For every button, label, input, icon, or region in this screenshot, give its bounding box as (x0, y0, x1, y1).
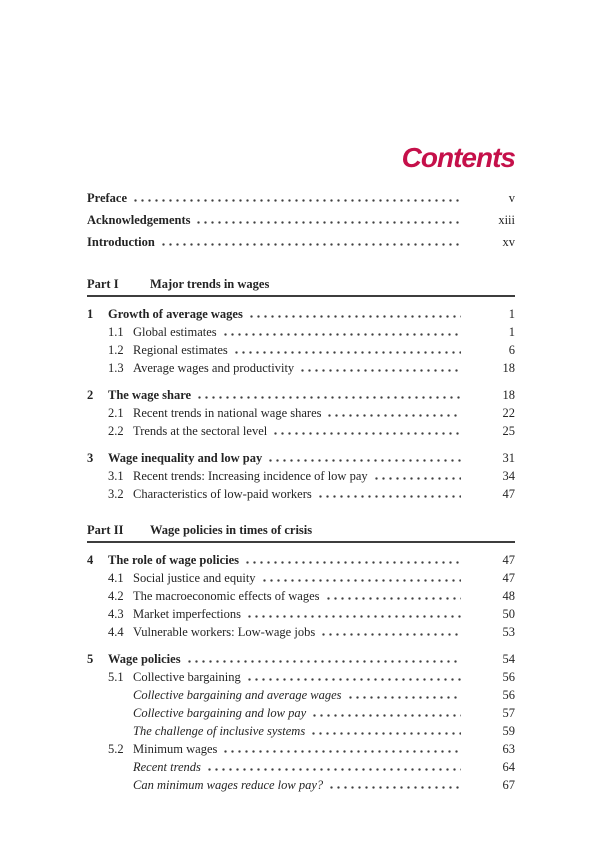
page-number: 59 (502, 724, 515, 738)
dot-leader (310, 732, 461, 735)
part-label: Part I (87, 277, 119, 291)
toc-subsection-5-1-b (87, 704, 515, 722)
page-number: 50 (502, 607, 515, 621)
entry-number: 4.1 (108, 571, 124, 585)
toc-section-3-1 (87, 467, 515, 485)
page-number: 34 (502, 469, 515, 483)
entry-title: Characteristics of low-paid workers (133, 487, 312, 501)
dot-leader (160, 243, 461, 246)
entry-number: 5.2 (108, 742, 124, 756)
part-title: Wage policies in times of crisis (150, 523, 313, 537)
dot-leader (373, 477, 461, 480)
page-number: 67 (502, 778, 515, 792)
page-number: 47 (502, 553, 515, 567)
page-number: 64 (502, 760, 515, 774)
entry-title: Preface (87, 191, 128, 205)
front-matter-list (87, 187, 515, 253)
entry-title: Growth of average wages (108, 307, 243, 321)
entry-number: 4.3 (108, 607, 124, 621)
dot-leader (326, 414, 461, 417)
entry-title: Social justice and equity (133, 571, 256, 585)
entry-number: 3 (87, 451, 94, 465)
dot-leader (186, 660, 461, 663)
dot-leader (325, 597, 462, 600)
entry-title: Collective bargaining and average wages (133, 688, 342, 702)
page-number: v (508, 191, 515, 205)
entry-number: 1 (87, 307, 94, 321)
entry-title: The macroeconomic effects of wages (133, 589, 320, 603)
toc-section-3-2 (87, 485, 515, 503)
page-number: 1 (508, 325, 515, 339)
page-number: 6 (508, 343, 515, 357)
entry-title: Regional estimates (133, 343, 228, 357)
toc-chapter-5 (87, 650, 515, 794)
entry-number: 2.1 (108, 406, 124, 420)
chapter-entry (87, 650, 515, 668)
dot-leader (320, 633, 461, 636)
part-label: Part II (87, 523, 124, 537)
toc-section-4-4 (87, 623, 515, 641)
page-number: 31 (502, 451, 515, 465)
dot-leader (222, 750, 461, 753)
toc-chapter-2 (87, 386, 515, 440)
page-number: 63 (502, 742, 515, 756)
chapter-entry (87, 551, 515, 569)
dot-leader (233, 351, 461, 354)
dot-leader (311, 714, 461, 717)
toc-chapter-4 (87, 551, 515, 641)
toc-entry-preface (87, 187, 515, 209)
page-number: 48 (502, 589, 515, 603)
entry-title: The wage share (108, 388, 192, 402)
page-number: 57 (502, 706, 515, 720)
dot-leader (222, 333, 461, 336)
entry-title: Average wages and productivity (133, 361, 295, 375)
dot-leader (317, 495, 461, 498)
dot-leader (267, 459, 461, 462)
dot-leader (248, 315, 461, 318)
entry-title: The challenge of inclusive systems (133, 724, 306, 738)
dot-leader (299, 369, 461, 372)
page-number: 54 (502, 652, 515, 666)
dot-leader (246, 615, 461, 618)
toc-section-2-1 (87, 404, 515, 422)
page-number: 18 (502, 388, 515, 402)
dot-leader (196, 396, 461, 399)
dot-leader (132, 199, 461, 202)
chapter-entry (87, 386, 515, 404)
toc-chapter-1 (87, 305, 515, 377)
dot-leader (261, 579, 461, 582)
entry-title: Wage inequality and low pay (108, 451, 263, 465)
entry-title: Recent trends in national wage shares (133, 406, 322, 420)
toc-chapter-3 (87, 449, 515, 503)
entry-title: Vulnerable workers: Low-wage jobs (133, 625, 316, 639)
entry-title: Trends at the sectoral level (133, 424, 268, 438)
toc-section-2-2 (87, 422, 515, 440)
toc-section-4-2 (87, 587, 515, 605)
toc-entry-acknowledgements (87, 209, 515, 231)
toc-subsection-5-1-c (87, 722, 515, 740)
entry-number: 4.2 (108, 589, 124, 603)
toc-section-5-2 (87, 740, 515, 758)
dot-leader (206, 768, 461, 771)
dot-leader (195, 221, 461, 224)
page-number: 53 (502, 625, 515, 639)
entry-title: Global estimates (133, 325, 217, 339)
entry-number: 2.2 (108, 424, 124, 438)
toc-content (87, 0, 515, 794)
entry-number: 3.2 (108, 487, 124, 501)
entry-number: 1.3 (108, 361, 124, 375)
entry-number: 4 (87, 553, 94, 567)
toc-subsection-5-2-a (87, 758, 515, 776)
toc-subsection-5-2-b (87, 776, 515, 794)
entry-title: Wage policies (108, 652, 181, 666)
toc-section-1-1 (87, 323, 515, 341)
dot-leader (328, 786, 461, 789)
entry-number: 4.4 (108, 625, 124, 639)
dot-leader (244, 561, 461, 564)
toc-section-5-1 (87, 668, 515, 686)
entry-number: 1.2 (108, 343, 124, 357)
entry-title: Collective bargaining and low pay (133, 706, 307, 720)
toc-entry-introduction (87, 231, 515, 253)
page-number: 22 (502, 406, 515, 420)
toc-section-4-1 (87, 569, 515, 587)
part-heading-2 (87, 522, 515, 543)
page-number: 56 (502, 670, 515, 684)
entry-number: 2 (87, 388, 94, 402)
entry-title: Market imperfections (133, 607, 241, 621)
entry-title: Acknowledgements (87, 213, 191, 227)
page-number: xv (502, 235, 515, 249)
dot-leader (246, 678, 461, 681)
chapter-entry (87, 449, 515, 467)
toc-section-4-3 (87, 605, 515, 623)
page-title: Contents (401, 142, 515, 173)
entry-number: 1.1 (108, 325, 124, 339)
page-number: 47 (502, 487, 515, 501)
entry-title: The role of wage policies (108, 553, 239, 567)
entry-title: Introduction (87, 235, 155, 249)
toc-section-1-2 (87, 341, 515, 359)
entry-title: Recent trends: Increasing incidence of low pay (133, 469, 368, 483)
page-number: 56 (502, 688, 515, 702)
dot-leader (347, 696, 461, 699)
entry-title: Minimum wages (133, 742, 218, 756)
page-number: 25 (502, 424, 515, 438)
page-number: 18 (502, 361, 515, 375)
part-heading-1 (87, 276, 515, 297)
page-number: 47 (502, 571, 515, 585)
toc-section-1-3 (87, 359, 515, 377)
part-title: Major trends in wages (150, 277, 270, 291)
entry-title: Can minimum wages reduce low pay? (133, 778, 324, 792)
entry-number: 5.1 (108, 670, 124, 684)
entry-title: Recent trends (133, 760, 201, 774)
entry-title: Collective bargaining (133, 670, 241, 684)
page-number: xiii (498, 213, 515, 227)
dot-leader (272, 432, 461, 435)
toc-subsection-5-1-a (87, 686, 515, 704)
entry-number: 5 (87, 652, 94, 666)
page-number: 1 (508, 307, 515, 321)
chapter-entry (87, 305, 515, 323)
entry-number: 3.1 (108, 469, 124, 483)
